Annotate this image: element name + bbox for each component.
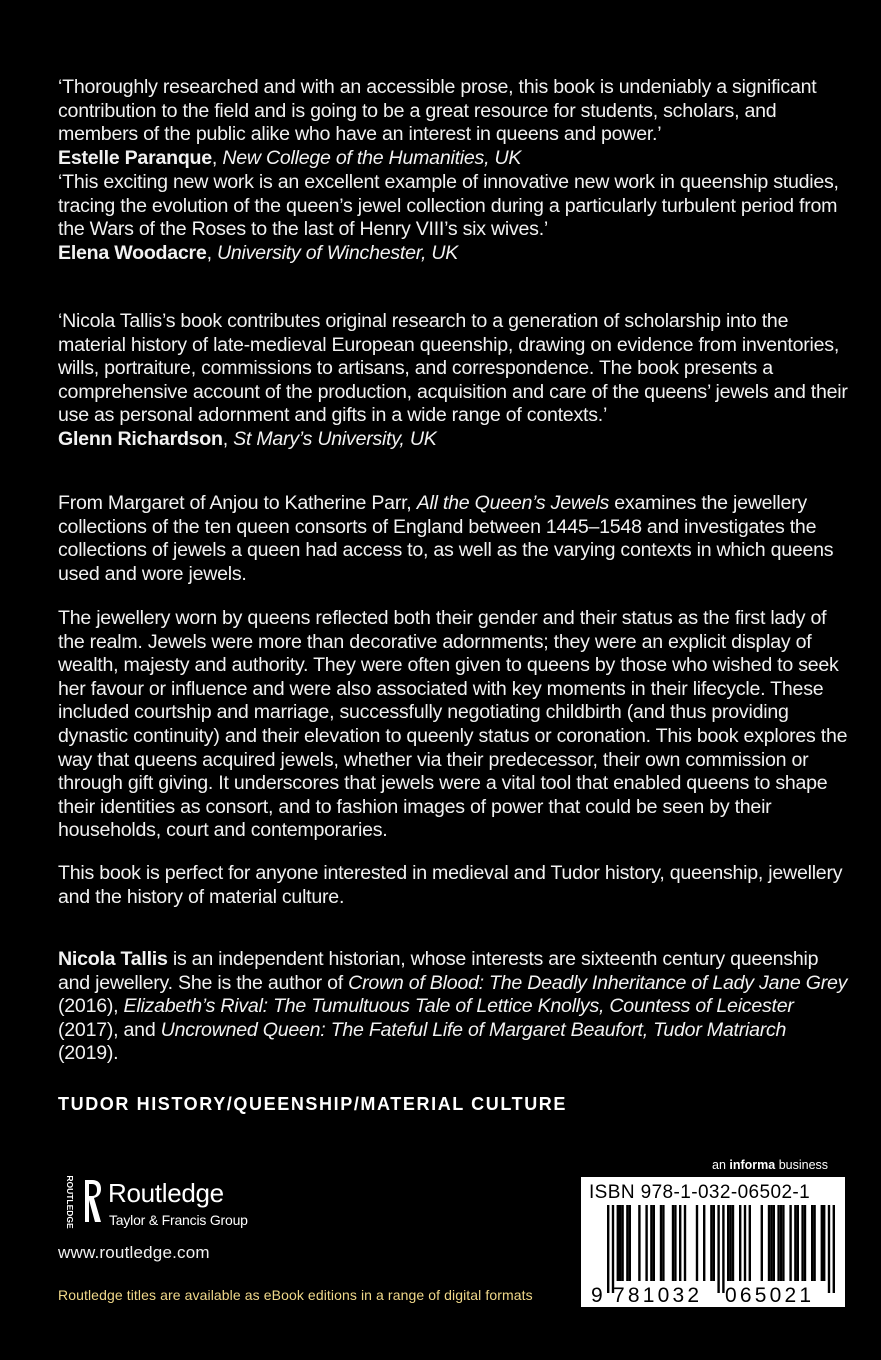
blurb-text: The jewellery worn by queens reflected both their gender and their status as the first lady of the realm. Jewels were more than decorative adornments; they were an explicit display of wealth, majesty and authority. They were often given to queens by those who wished to seek her favour or influence and were also associated with key moments in their lifecycle. These included courtship and marriage, successfully negotiating childbirth (and thus providing dynastic continuity) and their elevation to queenly status or coronation. This book explores the way that queens acquired jewels, whether via their predecessor, their own commission or through gift giving. It underscores that jewels were a vital tool that enabled queens to shape their identities as consort, and to fashion images of power that could be seen by their households, court and contemporaries.: [58, 607, 848, 842]
quote-text: ‘Nicola Tallis’s book contributes original research to a generation of scholarship into the material history of late-medieval European queenship, drawing on evidence from inventories, wills, portraiture, commissions to artisans, and correspondence. The book presents a comprehensive account of the production, acquisition and care of the queens’ jewels and their use as personal adornment and gifts in a wide range of contexts.’: [58, 310, 848, 427]
publisher-group: Taylor & Francis Group: [109, 1212, 248, 1228]
barcode-bar: [727, 1205, 729, 1281]
isbn-label: ISBN 978-1-032-06502-1: [589, 1182, 811, 1203]
barcode-bar: [645, 1205, 647, 1281]
barcode-bar: [710, 1205, 712, 1281]
blurb-text: From Margaret of Anjou to Katherine Parr,: [58, 492, 417, 514]
endorsement-quote-2: [58, 171, 848, 265]
barcode-bar: [789, 1205, 791, 1281]
barcode-bar: [626, 1205, 628, 1281]
barcode-bar: [729, 1205, 731, 1281]
blurb-paragraph-2: [58, 607, 848, 843]
routledge-r-emblem-icon: [82, 1178, 104, 1224]
barcode-bar: [770, 1205, 772, 1281]
book-title: All the Queen’s Jewels: [416, 492, 610, 514]
bio-text: (2017), and: [58, 1018, 161, 1041]
quote-attribution: Estelle Paranque, New College of the Humanities, UK: [58, 146, 522, 169]
barcode-bar: [672, 1205, 674, 1281]
book-title: Elizabeth’s Rival: The Tumultuous Tale of Lettice Knollys, Countess of Leicester: [123, 995, 794, 1018]
barcode-bar: [684, 1205, 686, 1281]
barcode-bar: [696, 1205, 698, 1281]
barcode-bar: [619, 1205, 621, 1281]
barcode-bars: [607, 1205, 835, 1293]
barcode-bar: [653, 1205, 655, 1281]
barcode-bar: [674, 1205, 676, 1281]
barcode-bar: [662, 1205, 664, 1281]
bio-text: (2016),: [58, 995, 124, 1018]
informa-tagline: an informa business: [712, 1158, 829, 1172]
barcode-bar: [773, 1205, 775, 1281]
isbn-barcode: [581, 1177, 845, 1307]
quote-author: Estelle Paranque: [58, 146, 212, 169]
quote-text: ‘Thoroughly researched and with an accessible prose, this book is undeniably a significant contribution to the field and is going to be a great resource for students, scholars, and members of the public alike who have an interest in queens and power.’: [58, 76, 817, 146]
quote-affiliation: New College of the Humanities, UK: [222, 146, 522, 169]
book-title: Uncrowned Queen: The Fateful Life of Margaret Beaufort, Tudor Matriarch: [160, 1018, 787, 1041]
barcode-bar: [612, 1205, 614, 1293]
bio-text: (2019).: [58, 1042, 119, 1065]
barcode-icon: [581, 1205, 845, 1305]
barcode-bar: [828, 1205, 830, 1293]
bio-text: is an independent historian, whose interests are sixteenth century queenship and jewellery. She is the author of: [58, 948, 819, 994]
barcode-bar: [821, 1205, 823, 1281]
barcode-bar: [732, 1205, 734, 1281]
quote-attribution: Glenn Richardson, St Mary’s University, UK: [58, 427, 437, 450]
barcode-bar: [621, 1205, 623, 1281]
barcode-bar: [650, 1205, 652, 1281]
barcode-bar: [617, 1205, 619, 1281]
barcode-bar: [794, 1205, 796, 1281]
barcode-bar: [811, 1205, 813, 1281]
barcode-bar: [638, 1205, 640, 1281]
barcode-bar: [768, 1205, 770, 1281]
routledge-vertical-logo-icon: [58, 1174, 80, 1230]
book-title: Crown of Blood: The Deadly Inheritance of Lady Jane Grey: [348, 971, 848, 994]
barcode-bar: [777, 1205, 779, 1281]
barcode-bar: [744, 1205, 746, 1281]
blurb-text: examines the jewellery collections of the ten queen consorts of England between 1445–1548 and investigates the collections of jewels a queen had access to, as well as the varying contexts in which queens used and wore jewels.: [58, 492, 834, 585]
quote-text: ‘This exciting new work is an excellent example of innovative new work in queenship studies, tracing the evolution of the queen’s jewel collection during a particularly turbulent period from the Wars of the Roses to the last of Henry VIII’s six wives.’: [58, 171, 839, 241]
blurb-paragraph-1: [58, 492, 848, 586]
barcode-bar: [797, 1205, 799, 1281]
barcode-bar: [813, 1205, 815, 1281]
barcode-bar: [713, 1205, 715, 1281]
barcode-bar: [749, 1205, 751, 1281]
barcode-bar: [739, 1205, 741, 1281]
barcode-bar: [761, 1205, 763, 1281]
subject-categories: TUDOR HISTORY/QUEENSHIP/MATERIAL CULTURE: [58, 1094, 568, 1114]
publisher-name: Routledge: [108, 1178, 224, 1208]
publisher-website: www.routledge.com: [58, 1243, 210, 1262]
endorsement-quote-1: [58, 76, 848, 170]
barcode-bar: [660, 1205, 662, 1281]
barcode-bar: [833, 1205, 835, 1293]
endorsement-quote-3: [58, 310, 848, 452]
barcode-bar: [722, 1205, 724, 1293]
barcode-first-digit: 9: [591, 1284, 603, 1305]
ebook-note: Routledge titles are available as eBook editions in a range of digital formats: [58, 1287, 533, 1303]
quote-affiliation: University of Winchester, UK: [216, 241, 459, 264]
logo-text: ROUTLEDGE: [64, 1175, 75, 1229]
blurb-paragraph-3: [58, 862, 848, 909]
barcode-right-digits: 065021: [725, 1284, 815, 1305]
quote-attribution: Elena Woodacre, University of Winchester, UK: [58, 241, 459, 264]
blurb-text: This book is perfect for anyone interested in medieval and Tudor history, queenship, jewellery and the history of material culture.: [58, 862, 843, 908]
barcode-bar: [607, 1205, 609, 1293]
author-bio: [58, 948, 848, 1066]
publisher-block: [58, 1172, 318, 1232]
author-name: Nicola Tallis: [58, 948, 168, 970]
barcode-bar: [703, 1205, 705, 1281]
barcode-bar: [804, 1205, 806, 1281]
barcode-bar: [780, 1205, 782, 1281]
barcode-bar: [782, 1205, 784, 1281]
barcode-bar: [629, 1205, 631, 1281]
quote-affiliation: St Mary’s University, UK: [233, 427, 437, 450]
barcode-bar: [823, 1205, 825, 1281]
barcode-bar: [679, 1205, 681, 1281]
quote-author: Glenn Richardson: [58, 427, 223, 450]
quote-author: Elena Woodacre: [58, 241, 207, 264]
barcode-bar: [801, 1205, 803, 1281]
barcode-bar: [717, 1205, 719, 1293]
barcode-left-digits: 781032: [613, 1284, 703, 1305]
